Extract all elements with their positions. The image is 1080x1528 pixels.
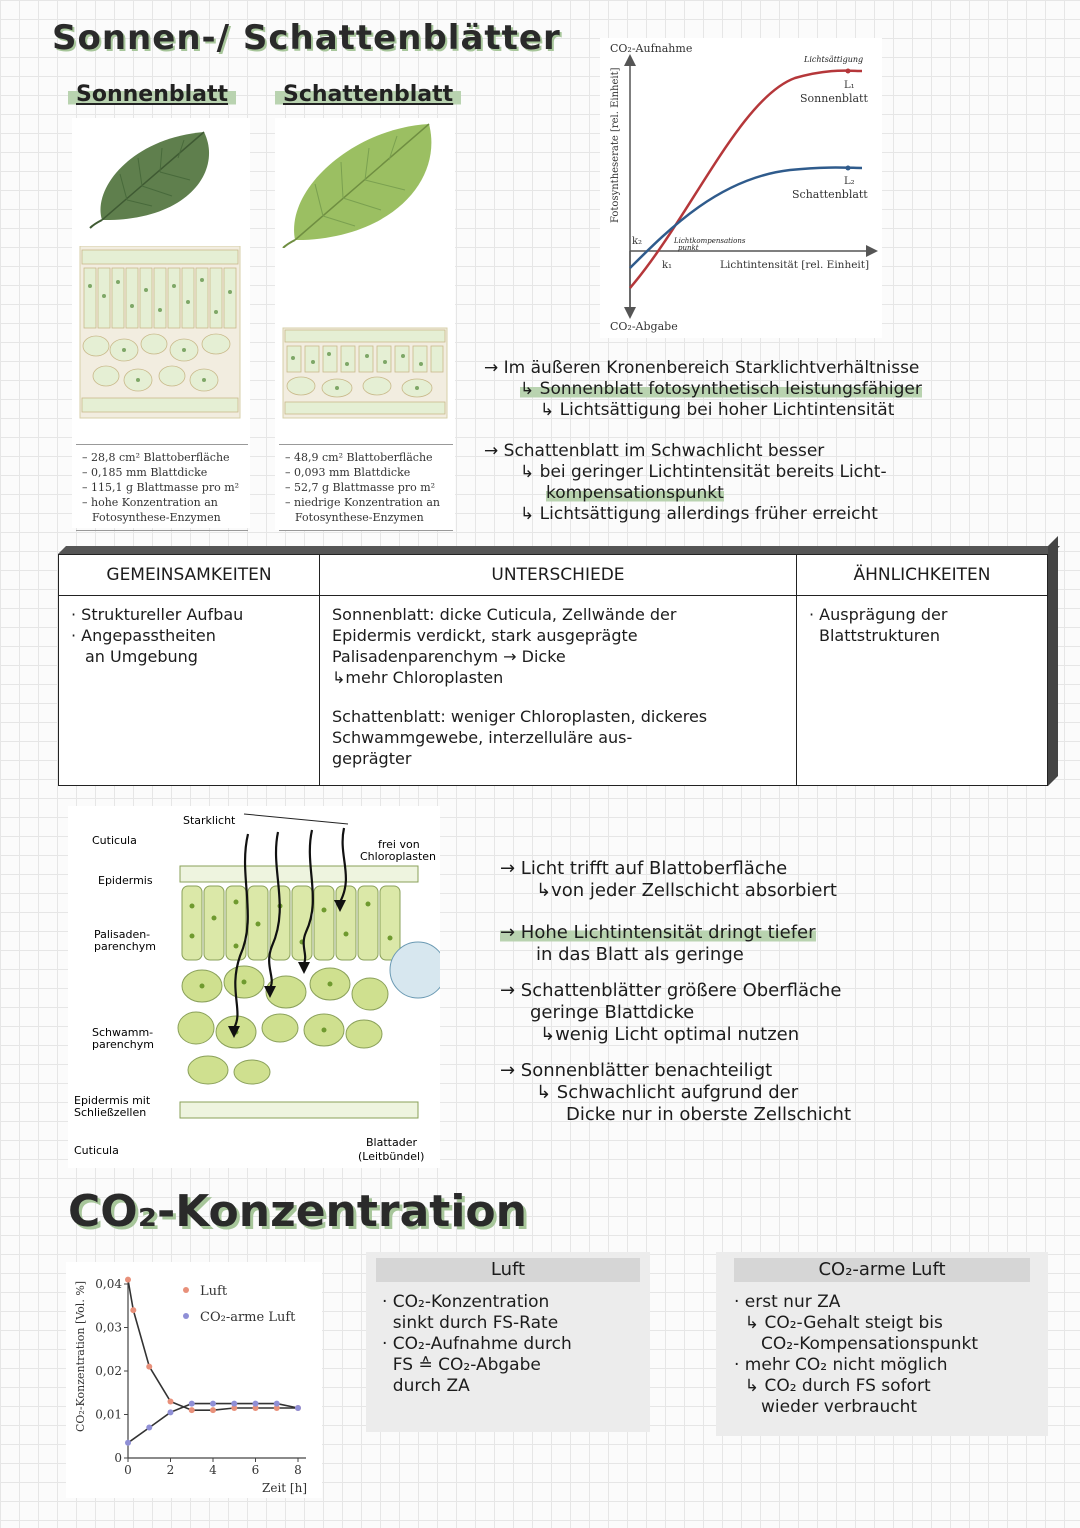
- note-line: Dicke nur in oberste Zellschicht: [566, 1104, 852, 1125]
- stat-line: – 52,7 g Blattmasse pro m²: [285, 481, 436, 494]
- header-commonalities: GEMEINSAMKEITEN: [59, 555, 320, 596]
- note-line: geringe Blattdicke: [530, 1002, 695, 1023]
- note-line: ↳wenig Licht optimal nutzen: [540, 1024, 800, 1045]
- y-tick-label: 0,03: [95, 1320, 122, 1335]
- stat-line: – 0,185 mm Blattdicke: [82, 466, 208, 479]
- shade-curve-label: Schattenblatt: [792, 188, 868, 201]
- leaf-vein: [390, 942, 440, 998]
- compensation-label: Lichtkompensations: [674, 237, 746, 245]
- cell-line: ↳mehr Chloroplasten: [332, 668, 504, 687]
- label-epidermis: Epidermis: [98, 874, 153, 887]
- shade-leaf-heading: Schattenblatt: [275, 82, 461, 107]
- stat-line: – 48,9 cm² Blattoberfläche: [285, 451, 433, 464]
- data-point-0: [168, 1398, 174, 1404]
- cell-line: an Umgebung: [85, 647, 198, 666]
- notes-top: [484, 358, 1044, 525]
- x-tick-label: 0: [124, 1463, 132, 1477]
- y-tick-label: 0,01: [95, 1407, 122, 1422]
- box-line: CO₂-Kompensationspunkt: [734, 1334, 979, 1354]
- cell-line: Schattenblatt: weniger Chloroplasten, dickeres: [332, 707, 708, 726]
- data-point-0: [130, 1307, 136, 1313]
- L1-point: [846, 69, 851, 74]
- shade-leaf-cross-section: [281, 326, 457, 426]
- note-line: in das Blatt als geringe: [536, 944, 744, 965]
- stat-line: – niedrige Konzentration an: [285, 496, 441, 509]
- data-point-0: [189, 1407, 195, 1413]
- L2-label: L₂: [844, 176, 855, 187]
- data-point-0: [125, 1277, 131, 1283]
- label-palisade-2: parenchym: [94, 940, 156, 953]
- cell-line: geprägter: [332, 749, 412, 768]
- notes-mid: [500, 858, 1060, 1126]
- cell-line: Blattstrukturen: [819, 626, 940, 645]
- box-line: · CO₂-Konzentration: [382, 1292, 550, 1312]
- data-point-1: [168, 1409, 174, 1415]
- legend-marker-luft: [183, 1287, 189, 1293]
- note-line: ↳ Lichtsättigung bei hoher Lichtintensität: [540, 400, 895, 420]
- note-line: → Im äußeren Kronenbereich Starklichtverhältnisse: [484, 358, 920, 378]
- box-line: FS ≙ CO₂-Abgabe: [382, 1355, 541, 1375]
- legend-luft: Luft: [200, 1284, 228, 1299]
- header-differences: UNTERSCHIEDE: [320, 555, 797, 596]
- y-top-label: CO₂-Aufnahme: [610, 42, 693, 55]
- k2-label: k₂: [632, 236, 643, 247]
- y-tick-label: 0,04: [95, 1277, 122, 1291]
- note-line: ↳ Schwachlicht aufgrund der: [536, 1082, 799, 1103]
- label-palisade: Palisaden-: [94, 928, 151, 941]
- cell-line: Epidermis verdickt, stark ausgeprägte: [332, 626, 638, 645]
- box-line: durch ZA: [382, 1376, 470, 1396]
- label-starklicht: Starklicht: [183, 814, 236, 827]
- cell-line: Sonnenblatt: dicke Cuticula, Zellwände der: [332, 605, 677, 624]
- cross-section-svg: [68, 806, 440, 1168]
- label-lower-epidermis: Epidermis mit: [74, 1094, 151, 1107]
- box-line: ↳ CO₂ durch FS sofort: [734, 1376, 931, 1396]
- L1-label: L₁: [844, 80, 855, 91]
- table-3d-top: [58, 546, 1060, 554]
- light-beam-line: [244, 814, 348, 824]
- data-point-1: [253, 1401, 259, 1407]
- data-point-0: [146, 1364, 152, 1370]
- shade-leaf-panel: [275, 118, 455, 530]
- label-cuticula-bottom: Cuticula: [74, 1144, 119, 1157]
- note-line: kompensationspunkt: [546, 483, 724, 503]
- shade-leaf-illustration: [275, 118, 455, 248]
- saturation-annotation: Lichtsättigung: [804, 55, 864, 64]
- box-line: · CO₂-Aufnahme durch: [382, 1334, 572, 1354]
- sun-leaf-illustration: [72, 118, 250, 238]
- data-point-1: [295, 1405, 301, 1411]
- box-luft-title: Luft: [376, 1258, 640, 1282]
- data-point-1: [125, 1440, 131, 1446]
- co2-x-axis-title: Zeit [h]: [262, 1481, 308, 1495]
- page-title: Sonnen-/ Schattenblätter: [52, 18, 561, 58]
- cell-similarities: [797, 596, 1048, 786]
- shade-leaf-stats: [279, 444, 453, 531]
- co2-chart: [66, 1262, 322, 1498]
- co2-y-axis-title: CO₂-Konzentration [Vol. %]: [74, 1280, 87, 1432]
- sun-leaf-stats: [76, 444, 248, 531]
- x-tick-label: 6: [251, 1463, 260, 1477]
- palisade-layer: [182, 886, 400, 960]
- cell-line: · Ausprägung der: [809, 605, 948, 624]
- label-free-chloroplast-2: Chloroplasten: [360, 850, 437, 863]
- y-axis-title: Fotosyntheserate [rel. Einheit]: [610, 67, 621, 223]
- stat-line: – 28,8 cm² Blattoberfläche: [82, 451, 230, 464]
- box-luft: [366, 1252, 650, 1432]
- upper-epidermis: [180, 866, 418, 882]
- L2-point: [846, 166, 851, 171]
- note-line: ↳ Sonnenblatt fotosynthetisch leistungsfähiger: [520, 379, 922, 399]
- stat-line: – 115,1 g Blattmasse pro m²: [82, 481, 240, 494]
- label-spongy: Schwamm-: [92, 1026, 154, 1039]
- x-axis-title: Lichtintensität [rel. Einheit]: [720, 259, 870, 271]
- note-line: → Schattenblatt im Schwachlicht besser: [484, 441, 825, 461]
- cell-line: · Angepasstheiten: [71, 626, 216, 645]
- label-cuticula-top: Cuticula: [92, 834, 137, 847]
- data-point-1: [146, 1425, 152, 1431]
- co2-section-title: CO₂-Konzentration: [68, 1186, 527, 1237]
- note-line: → Licht trifft auf Blattoberfläche: [500, 858, 788, 879]
- spongy-layer: [178, 966, 388, 1084]
- cell-line: Palisadenparenchym → Dicke: [332, 647, 566, 666]
- shade-curve: [630, 168, 862, 269]
- light-curve-svg: [600, 38, 882, 338]
- cell-line: Schwammgewebe, interzelluläre aus-: [332, 728, 633, 747]
- note-line: → Schattenblätter größere Oberfläche: [500, 980, 842, 1001]
- lower-epidermis: [180, 1102, 418, 1118]
- legend-marker-arm: [183, 1313, 189, 1319]
- box-line: sinkt durch FS-Rate: [382, 1313, 559, 1333]
- x-tick-label: 4: [209, 1463, 217, 1477]
- label-vein: Blattader: [366, 1136, 417, 1149]
- box-line: ↳ CO₂-Gehalt steigt bis: [734, 1313, 943, 1333]
- stat-line: – hohe Konzentration an: [82, 496, 218, 509]
- header-similarities: ÄHNLICHKEITEN: [797, 555, 1048, 596]
- cell-line: · Struktureller Aufbau: [71, 605, 244, 624]
- co2-chart-svg: [66, 1262, 322, 1498]
- y-tick-label: 0: [114, 1451, 122, 1465]
- table-3d-side: [1048, 536, 1058, 786]
- box-arm-title: CO₂-arme Luft: [734, 1258, 1030, 1282]
- box-line: · mehr CO₂ nicht möglich: [734, 1355, 948, 1375]
- legend-arm: CO₂-arme Luft: [200, 1310, 296, 1325]
- cell-commonalities: [59, 596, 320, 786]
- cross-section-diagram: [68, 806, 440, 1168]
- light-curve-graph: [600, 38, 882, 338]
- sun-curve-label: Sonnenblatt: [800, 92, 868, 105]
- box-line: · erst nur ZA: [734, 1292, 841, 1312]
- label-vein-2: (Leitbündel): [358, 1150, 425, 1163]
- note-line: → Hohe Lichtintensität dringt tiefer: [500, 922, 816, 943]
- note-line: ↳ Lichtsättigung allerdings früher erreicht: [520, 504, 878, 524]
- series-line-0: [128, 1280, 298, 1411]
- sun-leaf-heading: Sonnenblatt: [68, 82, 236, 107]
- stat-line: – 0,093 mm Blattdicke: [285, 466, 411, 479]
- cell-differences: [320, 596, 797, 786]
- y-bottom-label: CO₂-Abgabe: [610, 320, 678, 333]
- x-tick-label: 8: [294, 1463, 302, 1477]
- label-lower-epidermis-2: Schließzellen: [74, 1106, 147, 1119]
- data-point-1: [189, 1401, 195, 1407]
- stat-line: Fotosynthese-Enzymen: [92, 511, 221, 524]
- label-free-chloroplast: frei von: [378, 838, 420, 851]
- data-point-0: [210, 1407, 216, 1413]
- sun-leaf-panel: [72, 118, 250, 528]
- x-tick-label: 2: [166, 1463, 175, 1477]
- note-line: ↳von jeder Zellschicht absorbiert: [536, 880, 837, 901]
- note-line: ↳ bei geringer Lichtintensität bereits Licht-: [520, 462, 887, 482]
- note-line: → Sonnenblätter benachteiligt: [500, 1060, 773, 1081]
- data-point-1: [231, 1401, 237, 1407]
- label-spongy-2: parenchym: [92, 1038, 154, 1051]
- y-tick-label: 0,02: [95, 1364, 122, 1378]
- data-point-1: [274, 1401, 280, 1407]
- data-point-1: [210, 1401, 216, 1407]
- stat-line: Fotosynthese-Enzymen: [295, 511, 424, 524]
- box-line: wieder verbraucht: [734, 1397, 918, 1417]
- comparison-table: [58, 554, 1048, 786]
- compensation-label-2: punkt: [678, 244, 699, 252]
- box-co2-arm: [716, 1252, 1048, 1436]
- k1-label: k₁: [662, 260, 673, 271]
- sun-leaf-cross-section: [76, 246, 254, 426]
